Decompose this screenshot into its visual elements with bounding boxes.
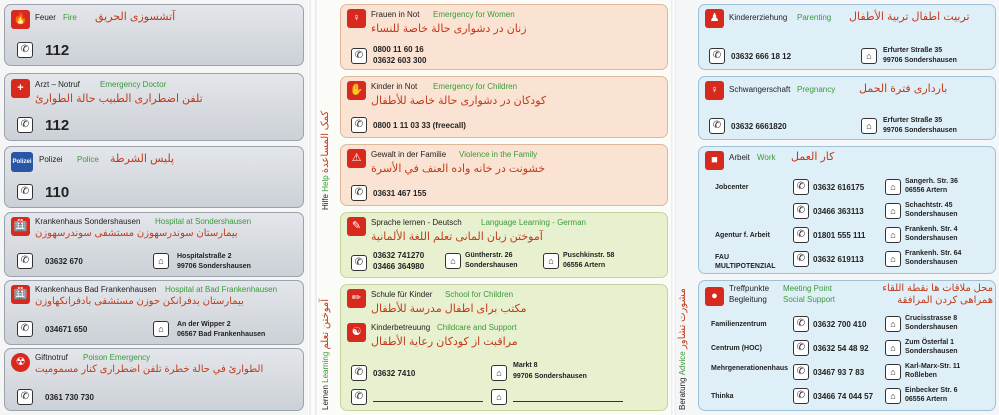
fire-icon: 🔥 bbox=[11, 10, 30, 29]
medical-kit-icon: + bbox=[11, 79, 30, 98]
fire-en: Fire bbox=[63, 13, 77, 22]
help-learning-panel bbox=[318, 0, 671, 415]
school-en: School for Children bbox=[445, 290, 514, 299]
work-row-number[interactable]: 01801 555 111 bbox=[813, 231, 866, 240]
hosp2-addr1: An der Wipper 2 bbox=[177, 321, 231, 328]
work-row-addr1: Frankenh. Str. 4 bbox=[905, 226, 958, 233]
hosp2-ar: بيمارستان بدفرانكن حوزن مستشفى بادفرانكهاوزن bbox=[35, 296, 244, 307]
children-de: Kinder in Not bbox=[371, 82, 418, 91]
childcare-en: Childcare and Support bbox=[437, 323, 517, 332]
work-de: Arbeit bbox=[729, 153, 750, 162]
childcare-icon: ☯ bbox=[347, 323, 366, 342]
phone-icon: ✆ bbox=[793, 251, 809, 267]
school-icon: ✏ bbox=[347, 289, 366, 308]
language-en: Language Learning - German bbox=[481, 218, 586, 227]
house-icon: ⌂ bbox=[491, 389, 507, 405]
hospital-bad-frankenhausen-card bbox=[4, 280, 304, 345]
poison-icon: ☢ bbox=[11, 353, 30, 372]
pregnancy-addr2: 99706 Sondershausen bbox=[883, 127, 957, 134]
language-de: Sprache lernen - Deutsch bbox=[371, 218, 462, 227]
work-row-addr1: Schachtstr. 45 bbox=[905, 202, 953, 209]
teacher-icon: ✎ bbox=[347, 217, 366, 236]
violence-card bbox=[340, 144, 668, 206]
phone-icon: ✆ bbox=[793, 203, 809, 219]
phone-icon: ✆ bbox=[17, 184, 33, 200]
house-icon: ⌂ bbox=[885, 316, 901, 332]
childcare-addr1: Markt 8 bbox=[513, 362, 538, 369]
phone-icon: ✆ bbox=[351, 185, 367, 201]
phone-icon: ✆ bbox=[793, 364, 809, 380]
language-addr1a: Güntherstr. 26 bbox=[465, 252, 513, 259]
work-row-number[interactable]: 03632 616175 bbox=[813, 183, 865, 192]
school-ar: مكتب براى اطفال مدرسة للأطفال bbox=[371, 303, 527, 315]
language-card bbox=[340, 212, 668, 278]
phone-icon: ✆ bbox=[17, 321, 33, 337]
blank-phone-line[interactable] bbox=[373, 401, 483, 402]
meeting-ar: محل ملاقات ها نقطة اللقاء همراهى كردن المرافقة bbox=[882, 283, 993, 306]
meeting-row-addr2: Sondershausen bbox=[905, 348, 958, 355]
pregnancy-card bbox=[698, 76, 996, 140]
childcare-ar: مراقبت از كودكان رعاية الأطفال bbox=[371, 336, 518, 348]
school-de: Schule für Kinder bbox=[371, 290, 433, 299]
phone-icon: ✆ bbox=[793, 179, 809, 195]
work-row-label: Agentur f. Arbeit bbox=[715, 232, 770, 239]
meeting-row-number[interactable]: 03632 54 48 92 bbox=[813, 344, 869, 353]
phone-icon: ✆ bbox=[351, 117, 367, 133]
school-childcare-card bbox=[340, 284, 668, 411]
work-row-addr2: Sondershausen bbox=[905, 259, 958, 266]
meeting-row-addr2: 06556 Artern bbox=[905, 396, 948, 403]
language-ar: آموختن زبان المانى تعلم اللغة الألمانية bbox=[371, 231, 543, 243]
pregnancy-de: Schwangerschaft bbox=[729, 85, 791, 94]
fire-ar: آتشسوزى الحريق bbox=[95, 11, 176, 23]
hospital-sondershausen-card bbox=[4, 212, 304, 277]
advice-panel bbox=[676, 0, 999, 415]
poison-ar: الطوارئ في حالة خطرة تلفن اضطرارى كنار مسموميت bbox=[35, 364, 264, 375]
pregnancy-icon: ♀ bbox=[705, 81, 724, 100]
work-row-number[interactable]: 03466 363113 bbox=[813, 207, 864, 216]
side-label-advice: Beratung Advice مشورت تشاور bbox=[677, 288, 688, 410]
parenting-ar: تربيت اطفال تربية الأطفال bbox=[849, 11, 970, 23]
phone-icon: ✆ bbox=[793, 388, 809, 404]
hosp2-en: Hospital at Bad Frankenhausen bbox=[165, 285, 278, 294]
language-number2[interactable]: 03466 364980 bbox=[373, 262, 425, 271]
house-icon: ⌂ bbox=[885, 364, 901, 380]
meeting-row-addr2: Sondershausen bbox=[905, 324, 958, 331]
hosp1-en: Hospital at Sondershausen bbox=[155, 217, 252, 226]
phone-icon: ✆ bbox=[351, 365, 367, 381]
pregnancy-en: Pregnancy bbox=[797, 85, 836, 94]
hosp1-de: Krankenhaus Sondershausen bbox=[35, 217, 141, 226]
phone-icon: ✆ bbox=[709, 118, 725, 134]
phone-icon: ✆ bbox=[17, 42, 33, 58]
house-icon: ⌂ bbox=[445, 253, 461, 269]
doctor-en: Emergency Doctor bbox=[100, 80, 167, 89]
work-card bbox=[698, 146, 996, 274]
work-row-label: Jobcenter bbox=[715, 184, 749, 191]
phone-icon: ✆ bbox=[793, 227, 809, 243]
work-row-addr1: Frankenh. Str. 64 bbox=[905, 250, 962, 257]
childcare-de: Kinderbetreuung bbox=[371, 323, 431, 332]
phone-icon: ✆ bbox=[793, 316, 809, 332]
children-card bbox=[340, 76, 668, 138]
poison-card bbox=[4, 348, 304, 411]
phone-icon: ✆ bbox=[709, 48, 725, 64]
meeting-point-card bbox=[698, 280, 996, 411]
fire-card bbox=[4, 4, 304, 66]
police-ar: پليس الشرطة bbox=[110, 153, 175, 165]
phone-icon: ✆ bbox=[17, 389, 33, 405]
phone-icon: ✆ bbox=[793, 340, 809, 356]
meeting-row-addr2: Roßleben bbox=[905, 372, 937, 379]
emergency-panel bbox=[0, 0, 308, 415]
violence-number[interactable]: 03631 467 155 bbox=[373, 189, 427, 198]
work-row-addr2: Sondershausen bbox=[905, 235, 958, 242]
work-ar: كار العمل bbox=[791, 151, 835, 163]
meeting-row-addr1: Crucisstrasse 8 bbox=[905, 315, 958, 322]
house-icon: ⌂ bbox=[885, 388, 901, 404]
meeting-de: Treffpunkte bbox=[729, 284, 770, 293]
parenting-number[interactable]: 03632 666 18 12 bbox=[731, 52, 792, 61]
hosp1-ar: بيمارستان سوندرسهوزن مستشفى سوندرسهوزن bbox=[35, 228, 238, 239]
house-icon: ⌂ bbox=[861, 118, 877, 134]
pregnancy-ar: باردارى فترة الحمل bbox=[859, 83, 948, 95]
women-icon: ♀ bbox=[347, 9, 366, 28]
language-addr2a: Puschkinstr. 58 bbox=[563, 252, 615, 259]
police-en: Police bbox=[77, 155, 99, 164]
women-card bbox=[340, 4, 668, 70]
hosp2-number[interactable]: 034671 650 bbox=[45, 325, 88, 334]
language-addr1b: Sondershausen bbox=[465, 262, 518, 269]
house-icon: ⌂ bbox=[543, 253, 559, 269]
meeting-de2: Begleitung bbox=[729, 295, 767, 304]
parenting-icon: ♟ bbox=[705, 9, 724, 28]
phone-icon: ✆ bbox=[351, 48, 367, 64]
hosp2-addr2: 06567 Bad Frankenhausen bbox=[177, 331, 266, 338]
doctor-card bbox=[4, 73, 304, 141]
childcare-addr2: 99706 Sondershausen bbox=[513, 373, 587, 380]
meeting-row-number[interactable]: 03632 700 410 bbox=[813, 320, 867, 329]
women-number1[interactable]: 0800 11 60 16 bbox=[373, 45, 424, 54]
hospital-icon: 🏥 bbox=[11, 217, 30, 236]
women-de: Frauen in Not bbox=[371, 10, 420, 19]
work-row-label: FAU MULTIPOTENZIAL bbox=[715, 254, 776, 270]
side-label-help: Hilfe Help كمک المساعدة bbox=[320, 110, 331, 210]
briefcase-icon: ■ bbox=[705, 151, 724, 170]
phone-icon: ✆ bbox=[351, 389, 367, 405]
police-de: Polizei bbox=[39, 155, 63, 164]
doctor-de: Arzt – Notruf bbox=[35, 80, 80, 89]
hospital-icon: 🏥 bbox=[11, 285, 30, 304]
work-row-number[interactable]: 03632 619113 bbox=[813, 255, 864, 264]
poison-de: Giftnotruf bbox=[35, 353, 68, 362]
women-number2[interactable]: 03632 603 300 bbox=[373, 56, 427, 65]
side-label-learning: Lernen Learning آموختن تعلم bbox=[320, 299, 331, 410]
house-icon: ⌂ bbox=[861, 48, 877, 64]
house-icon: ⌂ bbox=[885, 203, 901, 219]
house-icon: ⌂ bbox=[885, 227, 901, 243]
parenting-addr2: 99706 Sondershausen bbox=[883, 57, 957, 64]
meeting-en2: Social Support bbox=[783, 295, 836, 304]
childcare-number[interactable]: 03632 7410 bbox=[373, 369, 416, 378]
children-ar: كودكان در دشوارى حالة خاصة للأطفال bbox=[371, 95, 547, 107]
meeting-row-addr1: Zum Österfal 1 bbox=[905, 339, 955, 346]
phone-icon: ✆ bbox=[351, 255, 367, 271]
house-icon: ⌂ bbox=[885, 179, 901, 195]
meeting-row-label: Thinka bbox=[711, 393, 734, 400]
language-addr2b: 06556 Artern bbox=[563, 262, 606, 269]
house-icon: ⌂ bbox=[885, 340, 901, 356]
phone-icon: ✆ bbox=[17, 253, 33, 269]
house-icon: ⌂ bbox=[885, 251, 901, 267]
house-icon: ⌂ bbox=[491, 365, 507, 381]
work-row-addr2: Sondershausen bbox=[905, 211, 958, 218]
poison-en: Poison Emergency bbox=[83, 353, 151, 362]
hosp1-addr1: Hospitalstraße 2 bbox=[177, 253, 232, 260]
meeting-row-label: Mehrgenerationenhaus bbox=[711, 365, 789, 372]
hosp2-de: Krankenhaus Bad Frankenhausen bbox=[35, 285, 157, 294]
meeting-row-number[interactable]: 03466 74 044 57 bbox=[813, 392, 874, 401]
parenting-card bbox=[698, 4, 996, 70]
hosp1-addr2: 99706 Sondershausen bbox=[177, 263, 251, 270]
police-badge-icon: Polizei bbox=[11, 152, 33, 172]
phone-icon: ✆ bbox=[17, 117, 33, 133]
women-ar: زنان در دشوارى حالة خاصة للنساء bbox=[371, 23, 527, 35]
children-number[interactable]: 0800 1 11 03 33 (freecall) bbox=[373, 121, 466, 130]
fire-number[interactable]: 112 bbox=[45, 42, 70, 59]
house-icon: ⌂ bbox=[153, 321, 169, 337]
doctor-ar: تلفن اضطرارى الطبيب حالة الطوارئ bbox=[35, 93, 203, 105]
police-card bbox=[4, 146, 304, 208]
meeting-row-addr1: Einbecker Str. 6 bbox=[905, 387, 958, 394]
violence-de: Gewalt in der Familie bbox=[371, 150, 447, 159]
meeting-row-addr1: Karl-Marx-Str. 11 bbox=[905, 363, 961, 370]
meeting-en: Meeting Point bbox=[783, 284, 832, 293]
location-pin-icon: ● bbox=[705, 287, 724, 306]
parenting-de: Kindererziehung bbox=[729, 13, 788, 22]
violence-ar: خشونت در خانه واده العنف في الأسرة bbox=[371, 163, 546, 175]
house-icon: ⌂ bbox=[153, 253, 169, 269]
children-en: Emergency for Children bbox=[433, 82, 518, 91]
work-row-addr1: Sangerh. Str. 36 bbox=[905, 178, 958, 185]
women-en: Emergency for Women bbox=[433, 10, 515, 19]
meeting-row-number[interactable]: 03467 93 7 83 bbox=[813, 368, 865, 377]
hand-icon: ✋ bbox=[347, 81, 366, 100]
pregnancy-addr1: Erfurter Straße 35 bbox=[883, 117, 943, 124]
family-violence-icon: ⚠ bbox=[347, 149, 366, 168]
hosp1-number[interactable]: 03632 670 bbox=[45, 257, 83, 266]
parenting-addr1: Erfurter Straße 35 bbox=[883, 47, 943, 54]
doctor-number[interactable]: 112 bbox=[45, 117, 70, 134]
poison-number[interactable]: 0361 730 730 bbox=[45, 393, 94, 402]
work-en: Work bbox=[757, 153, 776, 162]
police-number[interactable]: 110 bbox=[45, 184, 70, 201]
blank-address-line[interactable] bbox=[513, 401, 623, 402]
fold-divider bbox=[309, 0, 317, 415]
fire-de: Feuer bbox=[35, 13, 56, 22]
work-row-addr2: 06556 Artern bbox=[905, 187, 948, 194]
meeting-row-label: Centrum (HOC) bbox=[711, 345, 762, 352]
parenting-en: Parenting bbox=[797, 13, 832, 22]
pregnancy-number[interactable]: 03632 6661820 bbox=[731, 122, 787, 131]
language-number1[interactable]: 03632 741270 bbox=[373, 251, 425, 260]
meeting-row-label: Familienzentrum bbox=[711, 321, 767, 328]
violence-en: Violence in the Family bbox=[459, 150, 538, 159]
